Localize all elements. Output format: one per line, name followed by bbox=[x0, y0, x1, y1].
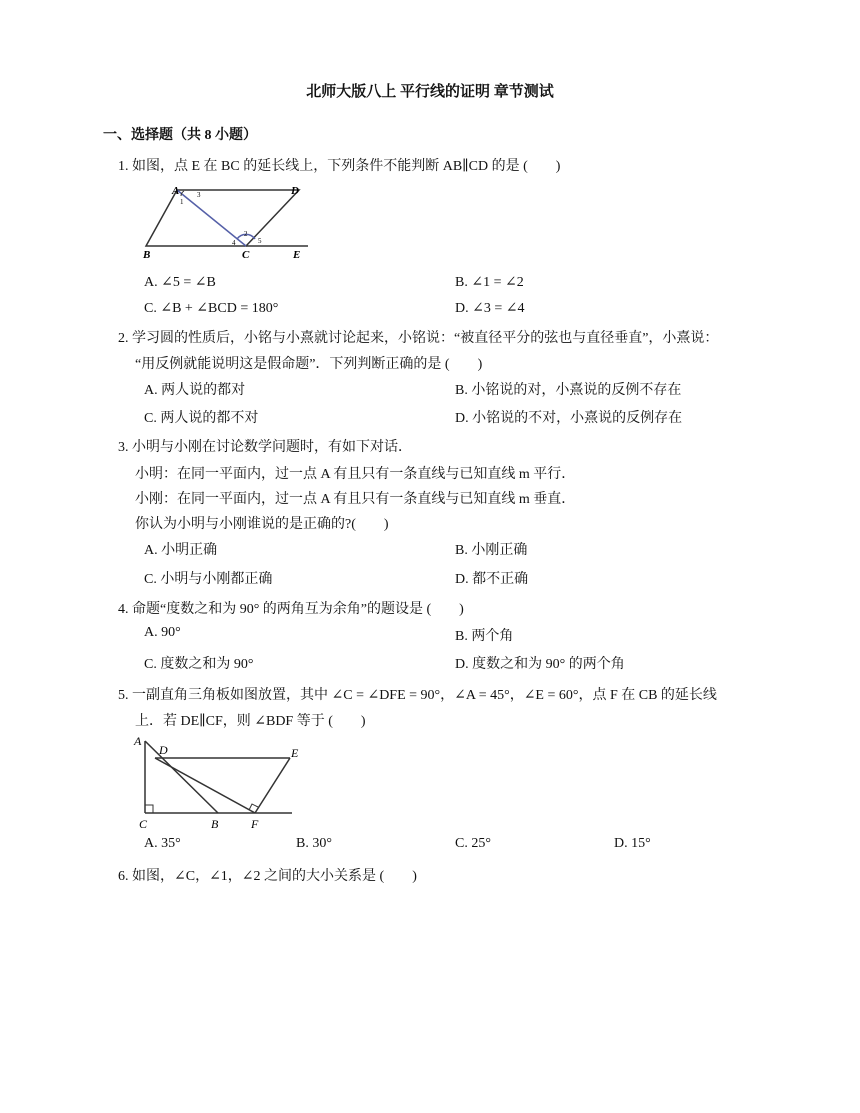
q2-option-a[interactable]: A. 两人说的都对 bbox=[144, 383, 246, 398]
question-2-stem-line2: “用反例就能说明这是假命题”．下列判断正确的是 ( ) bbox=[135, 357, 483, 372]
q1-label-C: C bbox=[242, 249, 250, 261]
q5-label-C: C bbox=[139, 817, 148, 831]
question-3-line2: 小刚：在同一平面内，过一点 A 有且只有一条直线与已知直线 m 垂直． bbox=[135, 492, 576, 507]
q5-label-E: E bbox=[291, 746, 299, 760]
question-3-line1: 小明：在同一平面内，过一点 A 有且只有一条直线与已知直线 m 平行． bbox=[135, 467, 576, 482]
q3-option-c[interactable]: C. 小明与小刚都正确 bbox=[144, 572, 273, 587]
q1-label-3: 3 bbox=[197, 191, 201, 199]
question-3-line3: 你认为小明与小刚谁说的是正确的?( ) bbox=[135, 517, 389, 532]
page-title: 北师大版八上 平行线的证明 章节测试 bbox=[306, 84, 554, 100]
q5-option-b[interactable]: B. 30° bbox=[296, 836, 332, 851]
q4-option-b[interactable]: B. 两个角 bbox=[455, 629, 514, 644]
q5-option-a[interactable]: A. 35° bbox=[144, 836, 181, 851]
q5-label-D: D bbox=[159, 743, 168, 757]
q3-option-b[interactable]: B. 小刚正确 bbox=[455, 543, 528, 558]
q1-label-B: B bbox=[143, 249, 151, 261]
question-5-stem-line2: 上．若 DE∥CF，则 ∠BDF 等于 ( ) bbox=[135, 714, 366, 729]
question-3-stem: 3. 小明与小刚在讨论数学问题时，有如下对话． bbox=[118, 440, 412, 455]
q5-option-c[interactable]: C. 25° bbox=[455, 836, 491, 851]
q1-option-b[interactable]: B. ∠1 = ∠2 bbox=[455, 275, 524, 290]
q1-label-5: 5 bbox=[258, 237, 262, 245]
question-4-stem: 4. 命题“度数之和为 90° 的两角互为余角”的题设是 ( ) bbox=[118, 602, 464, 617]
q5-label-F: F bbox=[251, 817, 259, 831]
question-1-figure bbox=[136, 182, 316, 262]
q4-option-a[interactable]: A. 90° bbox=[144, 625, 181, 640]
q5-label-A: A bbox=[134, 734, 142, 748]
question-2-stem-line1: 2. 学习圆的性质后，小铭与小熹就讨论起来，小铭说：“被直径平分的弦也与直径垂直”，小熹说： bbox=[118, 331, 719, 346]
q1-option-a[interactable]: A. ∠5 = ∠B bbox=[144, 275, 216, 290]
q1-option-c[interactable]: C. ∠B + ∠BCD = 180° bbox=[144, 301, 279, 316]
q2-option-c[interactable]: C. 两人说的都不对 bbox=[144, 411, 259, 426]
q1-label-A: A bbox=[172, 185, 180, 197]
question-5-figure bbox=[130, 733, 300, 833]
q4-option-d[interactable]: D. 度数之和为 90° 的两个角 bbox=[455, 657, 625, 672]
q5-label-B: B bbox=[211, 817, 219, 831]
question-5-stem-line1: 5. 一副直角三角板如图放置，其中 ∠C = ∠DFE = 90°，∠A = 45°，∠E = 60°，点 F 在 CB 的延长线 bbox=[118, 688, 717, 703]
q3-option-d[interactable]: D. 都不正确 bbox=[455, 572, 529, 587]
section-heading: 一、选择题（共 8 小题） bbox=[103, 128, 257, 143]
q1-label-4: 4 bbox=[232, 239, 236, 247]
q2-option-b[interactable]: B. 小铭说的对，小熹说的反例不存在 bbox=[455, 383, 682, 398]
q1-label-D: D bbox=[291, 185, 299, 197]
question-1-stem: 1. 如图，点 E 在 BC 的延长线上，下列条件不能判断 AB∥CD 的是 ( ) bbox=[118, 159, 561, 174]
q1-option-d[interactable]: D. ∠3 = ∠4 bbox=[455, 301, 525, 316]
q5-option-d[interactable]: D. 15° bbox=[614, 836, 651, 851]
q1-label-E: E bbox=[293, 249, 301, 261]
q4-option-c[interactable]: C. 度数之和为 90° bbox=[144, 657, 254, 672]
question-6-stem: 6. 如图，∠C，∠1，∠2 之间的大小关系是 ( ) bbox=[118, 869, 417, 884]
q1-label-1: 1 bbox=[180, 198, 184, 206]
q3-option-a[interactable]: A. 小明正确 bbox=[144, 543, 218, 558]
q1-label-2: 2 bbox=[244, 230, 248, 238]
q2-option-d[interactable]: D. 小铭说的不对，小熹说的反例存在 bbox=[455, 411, 683, 426]
